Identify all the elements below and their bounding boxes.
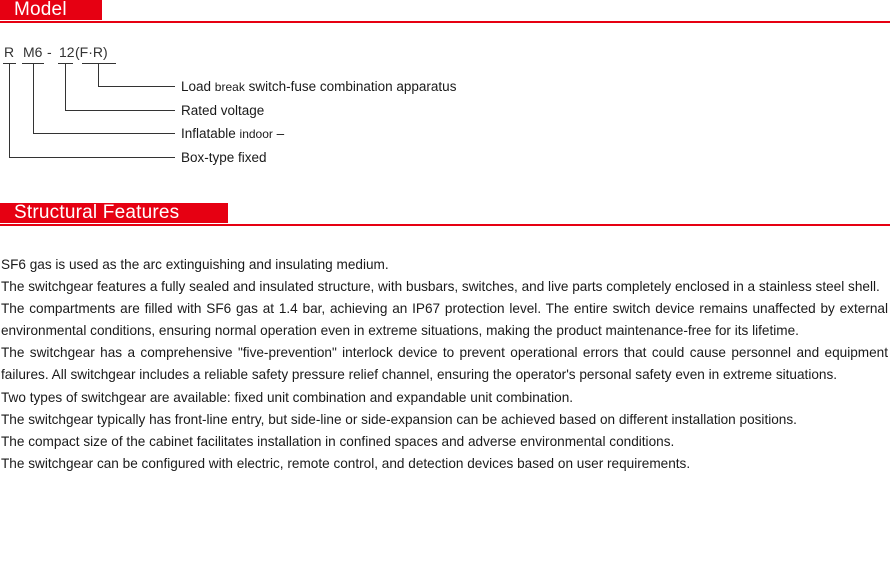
code-part-fr: (F·R) [75, 44, 108, 60]
feature-paragraph: The switchgear can be configured with electric, remote control, and detection devices based on user requirements. [1, 455, 691, 471]
legend-item-4 [181, 150, 267, 166]
legend-text: Inflatable [181, 126, 240, 141]
feature-paragraph: The compact size of the cabinet facilitates installation in confined spaces and adverse environmental conditions. [1, 433, 675, 449]
model-code-diagram [0, 0, 560, 180]
code-part-r: R [4, 44, 15, 60]
legend-item-2 [181, 103, 264, 119]
feature-paragraph: SF6 gas is used as the arc extinguishing and insulating medium. [1, 257, 389, 272]
legend-text: – [272, 126, 285, 141]
feature-paragraph: The switchgear has a comprehensive "five-prevention" interlock device to prevent operational errors that could cause personnel and equipment failures. All switchgear includes a reliable safety pressure relief channel, ensuring the operator's personal safety even in extreme situations. [1, 345, 888, 383]
legend-text: Rated voltage [181, 103, 265, 118]
leader-line-1 [99, 64, 176, 87]
features-section-title: Structural Features [14, 202, 180, 223]
feature-paragraph: The compartments are filled with SF6 gas at 1.4 bar, achieving an IP67 protection level. The entire switch device remains unaffected by external environmental conditions, ensuring normal operation even in extreme situations, making the product maintenance-free for its lifetime. [1, 301, 888, 339]
feature-paragraph: The switchgear typically has front-line entry, but side-line or side-expansion can be achieved based on different installation positions. [1, 411, 797, 427]
legend-text-small: break [214, 80, 245, 94]
feature-paragraph: The switchgear features a fully sealed and insulated structure, with busbars, switches, and live parts completely enclosed in a stainless steel shell. [1, 279, 880, 295]
code-part-dash: - [47, 44, 52, 60]
header-red-rule [0, 224, 890, 226]
legend-item-3 [181, 126, 284, 142]
model-section-title: Model [14, 0, 67, 20]
features-body [1, 254, 888, 475]
legend-item-1 [181, 79, 456, 95]
legend-text: Box-type fixed [181, 150, 267, 165]
legend-text: switch-fuse combination apparatus [244, 79, 457, 94]
code-part-12: 12 [59, 44, 75, 60]
features-section-header [0, 203, 890, 227]
code-part-m6: M6 [23, 44, 43, 60]
leader-line-3 [34, 64, 176, 134]
legend-text-small: indoor [239, 127, 273, 141]
feature-paragraph: Two types of switchgear are available: fixed unit combination and expandable unit combination. [1, 389, 574, 405]
legend-text: Load [181, 79, 215, 94]
